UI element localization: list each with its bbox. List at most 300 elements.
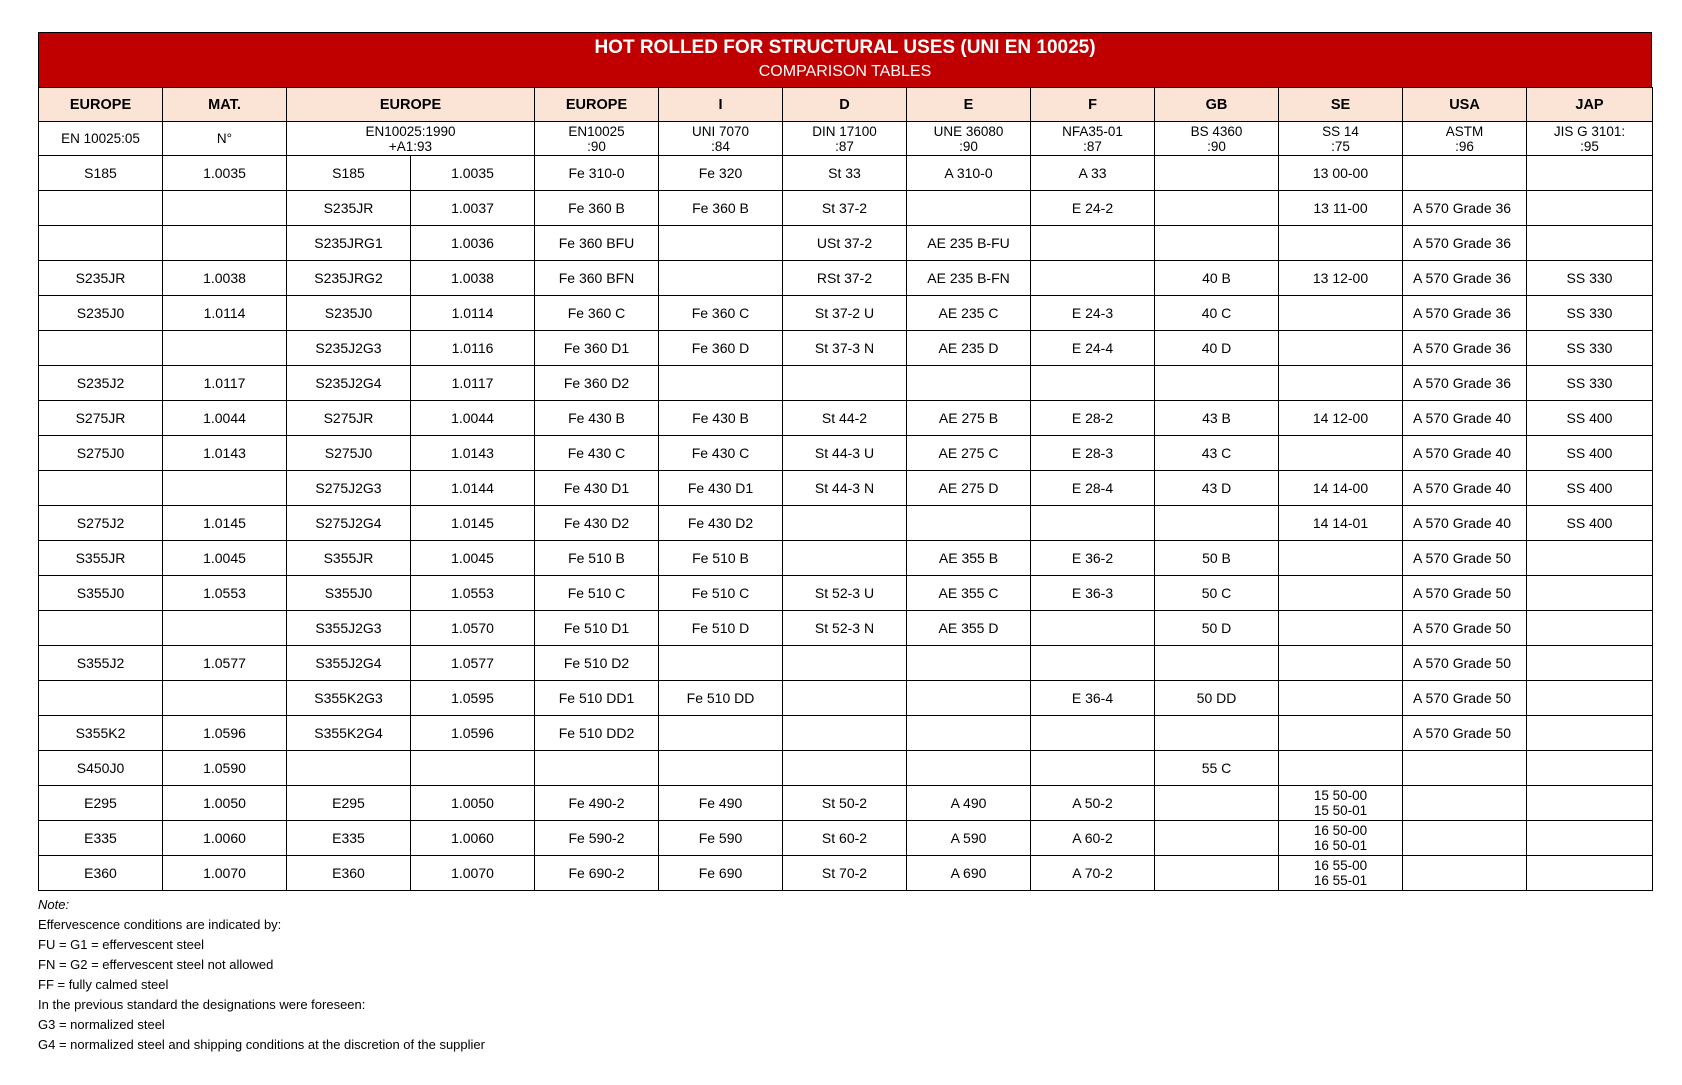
table-cell: 1.0044 bbox=[411, 401, 535, 436]
table-row bbox=[39, 401, 1653, 436]
table-cell: S275J0 bbox=[287, 436, 411, 471]
table-cell: AE 355 B bbox=[907, 541, 1031, 576]
table-cell bbox=[1279, 541, 1403, 576]
table-cell: 1.0596 bbox=[163, 716, 287, 751]
table-cell: Fe 590 bbox=[659, 821, 783, 856]
table-cell: S275J2G3 bbox=[287, 471, 411, 506]
table-cell: 1.0045 bbox=[411, 541, 535, 576]
table-cell: Fe 360 B bbox=[535, 191, 659, 226]
table-cell bbox=[1403, 751, 1527, 786]
table-cell: A 570 Grade 36 bbox=[1403, 226, 1527, 261]
table-cell bbox=[1527, 786, 1653, 821]
table-cell: E 24-4 bbox=[1031, 331, 1155, 366]
table-cell: Fe 510 DD bbox=[659, 681, 783, 716]
table-cell: E 24-3 bbox=[1031, 296, 1155, 331]
table-cell: Fe 510 D bbox=[659, 611, 783, 646]
standard-line: :90 bbox=[1207, 138, 1226, 154]
table-cell: S355J2G3 bbox=[287, 611, 411, 646]
table-cell: Fe 430 D2 bbox=[659, 506, 783, 541]
table-cell: SS 400 bbox=[1527, 436, 1653, 471]
table-cell: 1.0036 bbox=[411, 226, 535, 261]
table-cell: 50 C bbox=[1155, 576, 1279, 611]
table-cell: A 590 bbox=[907, 821, 1031, 856]
table-cell bbox=[1031, 716, 1155, 751]
table-cell: 1.0577 bbox=[163, 646, 287, 681]
table-cell bbox=[411, 751, 535, 786]
table-cell bbox=[1527, 576, 1653, 611]
table-cell: 1.0060 bbox=[163, 821, 287, 856]
standard-cell bbox=[287, 122, 535, 156]
table-cell: E295 bbox=[39, 786, 163, 821]
table-cell: 43 B bbox=[1155, 401, 1279, 436]
table-cell bbox=[1403, 821, 1527, 856]
table-cell: S275JR bbox=[39, 401, 163, 436]
table-cell bbox=[659, 646, 783, 681]
table-cell: A 690 bbox=[907, 856, 1031, 891]
table-cell: 14 14-01 bbox=[1279, 506, 1403, 541]
standard-line: BS 4360 bbox=[1190, 123, 1243, 139]
table-row bbox=[39, 821, 1653, 856]
table-cell bbox=[783, 541, 907, 576]
column-header: F bbox=[1031, 88, 1155, 122]
table-cell: Fe 430 D1 bbox=[535, 471, 659, 506]
cell-line: 16 50-01 bbox=[1313, 838, 1368, 853]
table-cell bbox=[1403, 786, 1527, 821]
table-cell: 1.0037 bbox=[411, 191, 535, 226]
table-cell: St 50-2 bbox=[783, 786, 907, 821]
table-cell bbox=[783, 366, 907, 401]
table-cell: S235JRG1 bbox=[287, 226, 411, 261]
table-cell bbox=[535, 751, 659, 786]
table-cell bbox=[1155, 821, 1279, 856]
table-cell bbox=[1279, 786, 1403, 821]
table-cell: Fe 590-2 bbox=[535, 821, 659, 856]
table-row bbox=[39, 471, 1653, 506]
table-cell: St 33 bbox=[783, 156, 907, 191]
table-cell bbox=[1279, 646, 1403, 681]
table-cell: 40 D bbox=[1155, 331, 1279, 366]
table-row bbox=[39, 576, 1653, 611]
table-cell: SS 330 bbox=[1527, 366, 1653, 401]
table-cell: 1.0114 bbox=[163, 296, 287, 331]
table-cell bbox=[1527, 716, 1653, 751]
table-cell: 50 D bbox=[1155, 611, 1279, 646]
table-cell: SS 330 bbox=[1527, 331, 1653, 366]
table-row bbox=[39, 646, 1653, 681]
table-cell: S355K2G4 bbox=[287, 716, 411, 751]
table-cell: SS 400 bbox=[1527, 506, 1653, 541]
table-cell: S275JR bbox=[287, 401, 411, 436]
table-cell: Fe 360 BFN bbox=[535, 261, 659, 296]
table-cell: 1.0145 bbox=[163, 506, 287, 541]
table-cell bbox=[39, 331, 163, 366]
table-cell: 1.0570 bbox=[411, 611, 535, 646]
note-line: FU = G1 = effervescent steel bbox=[38, 937, 204, 952]
table-cell: 50 DD bbox=[1155, 681, 1279, 716]
table-cell bbox=[163, 226, 287, 261]
table-cell: Fe 360 D2 bbox=[535, 366, 659, 401]
table-cell: 1.0143 bbox=[163, 436, 287, 471]
table-cell bbox=[1031, 646, 1155, 681]
table-cell bbox=[1279, 331, 1403, 366]
table-cell: Fe 430 C bbox=[659, 436, 783, 471]
table-row bbox=[39, 856, 1653, 891]
table-cell bbox=[1155, 366, 1279, 401]
note-line: FN = G2 = effervescent steel not allowed bbox=[38, 957, 274, 972]
comparison-table bbox=[38, 87, 1653, 891]
table-cell: 13 00-00 bbox=[1279, 156, 1403, 191]
table-cell: A 60-2 bbox=[1031, 821, 1155, 856]
standard-cell bbox=[1155, 122, 1279, 156]
table-cell: A 570 Grade 50 bbox=[1403, 541, 1527, 576]
table-cell bbox=[907, 751, 1031, 786]
table-cell bbox=[1031, 611, 1155, 646]
table-cell: AE 235 B-FN bbox=[907, 261, 1031, 296]
column-header: D bbox=[783, 88, 907, 122]
table-row bbox=[39, 226, 1653, 261]
table-cell bbox=[1279, 821, 1403, 856]
table-cell bbox=[783, 751, 907, 786]
table-cell: RSt 37-2 bbox=[783, 261, 907, 296]
table-cell: Fe 430 B bbox=[659, 401, 783, 436]
cell-line: 15 50-01 bbox=[1313, 803, 1368, 818]
table-cell: AE 235 B-FU bbox=[907, 226, 1031, 261]
standard-line: +A1:93 bbox=[388, 138, 433, 154]
table-cell: Fe 510 D2 bbox=[535, 646, 659, 681]
table-cell: 1.0114 bbox=[411, 296, 535, 331]
table-cell: 1.0145 bbox=[411, 506, 535, 541]
standard-line: :84 bbox=[711, 138, 730, 154]
table-cell: 43 C bbox=[1155, 436, 1279, 471]
column-header: EUROPE bbox=[287, 88, 535, 122]
table-cell: S355J0 bbox=[287, 576, 411, 611]
table-cell bbox=[1155, 191, 1279, 226]
table-cell: E335 bbox=[287, 821, 411, 856]
table-cell: A 570 Grade 50 bbox=[1403, 646, 1527, 681]
standard-row bbox=[39, 122, 1653, 156]
note-line: Effervescence conditions are indicated by: bbox=[38, 917, 282, 932]
standard-line: UNE 36080 bbox=[933, 123, 1004, 139]
table-cell: A 570 Grade 50 bbox=[1403, 576, 1527, 611]
table-cell: S235J2 bbox=[39, 366, 163, 401]
table-cell: St 44-2 bbox=[783, 401, 907, 436]
table-row bbox=[39, 261, 1653, 296]
table-cell: E 24-2 bbox=[1031, 191, 1155, 226]
table-cell: S275J0 bbox=[39, 436, 163, 471]
comparison-sheet bbox=[38, 32, 1652, 1055]
table-cell: Fe 360 C bbox=[535, 296, 659, 331]
table-cell: 1.0553 bbox=[411, 576, 535, 611]
table-cell: Fe 690 bbox=[659, 856, 783, 891]
table-cell: St 37-3 N bbox=[783, 331, 907, 366]
table-cell bbox=[39, 226, 163, 261]
column-header: EUROPE bbox=[39, 88, 163, 122]
standard-cell bbox=[659, 122, 783, 156]
table-cell bbox=[1155, 156, 1279, 191]
table-cell bbox=[1155, 716, 1279, 751]
standard-line: :96 bbox=[1455, 138, 1474, 154]
standard-line: JIS G 3101: bbox=[1553, 123, 1626, 139]
table-cell bbox=[1279, 576, 1403, 611]
table-cell: USt 37-2 bbox=[783, 226, 907, 261]
table-cell: S355K2G3 bbox=[287, 681, 411, 716]
table-cell bbox=[1031, 751, 1155, 786]
table-body bbox=[39, 88, 1653, 891]
header-row bbox=[39, 88, 1653, 122]
table-row bbox=[39, 156, 1653, 191]
title-banner bbox=[38, 32, 1652, 87]
table-cell: Fe 490-2 bbox=[535, 786, 659, 821]
table-cell: A 490 bbox=[907, 786, 1031, 821]
table-cell: E335 bbox=[39, 821, 163, 856]
table-cell bbox=[1155, 226, 1279, 261]
table-cell: Fe 320 bbox=[659, 156, 783, 191]
column-header: EUROPE bbox=[535, 88, 659, 122]
table-cell: 40 C bbox=[1155, 296, 1279, 331]
table-row bbox=[39, 716, 1653, 751]
standard-line: N° bbox=[216, 131, 233, 146]
table-cell: S235J0 bbox=[39, 296, 163, 331]
standard-line: ASTM bbox=[1445, 123, 1484, 139]
table-row bbox=[39, 541, 1653, 576]
table-cell: S275J2G4 bbox=[287, 506, 411, 541]
table-cell: 50 B bbox=[1155, 541, 1279, 576]
table-cell: SS 330 bbox=[1527, 261, 1653, 296]
table-cell: 1.0050 bbox=[411, 786, 535, 821]
table-cell: A 570 Grade 36 bbox=[1403, 191, 1527, 226]
table-cell: 55 C bbox=[1155, 751, 1279, 786]
table-cell: Fe 510 DD2 bbox=[535, 716, 659, 751]
table-cell: A 570 Grade 50 bbox=[1403, 611, 1527, 646]
table-cell: 1.0144 bbox=[411, 471, 535, 506]
table-cell: Fe 310-0 bbox=[535, 156, 659, 191]
table-cell bbox=[1031, 261, 1155, 296]
table-cell: 1.0143 bbox=[411, 436, 535, 471]
table-cell: A 570 Grade 36 bbox=[1403, 261, 1527, 296]
table-cell: E 28-3 bbox=[1031, 436, 1155, 471]
table-row bbox=[39, 296, 1653, 331]
table-cell bbox=[1279, 716, 1403, 751]
standard-line: EN 10025:05 bbox=[61, 131, 140, 146]
table-cell bbox=[1279, 856, 1403, 891]
table-cell: 13 12-00 bbox=[1279, 261, 1403, 296]
table-cell bbox=[1527, 156, 1653, 191]
table-cell: 14 12-00 bbox=[1279, 401, 1403, 436]
table-cell: Fe 510 C bbox=[535, 576, 659, 611]
table-cell: St 37-2 U bbox=[783, 296, 907, 331]
table-cell: Fe 430 D2 bbox=[535, 506, 659, 541]
table-cell: 43 D bbox=[1155, 471, 1279, 506]
table-cell bbox=[783, 716, 907, 751]
table-cell: E360 bbox=[287, 856, 411, 891]
table-cell: S235JR bbox=[39, 261, 163, 296]
table-cell bbox=[1031, 366, 1155, 401]
table-cell bbox=[659, 716, 783, 751]
standard-line: SS 14 bbox=[1322, 123, 1359, 139]
table-cell: AE 275 B bbox=[907, 401, 1031, 436]
table-cell bbox=[907, 646, 1031, 681]
table-cell: Fe 360 B bbox=[659, 191, 783, 226]
table-cell bbox=[1031, 226, 1155, 261]
table-cell: 1.0035 bbox=[163, 156, 287, 191]
table-cell: Fe 490 bbox=[659, 786, 783, 821]
table-cell: 13 11-00 bbox=[1279, 191, 1403, 226]
cell-line: 16 50-00 bbox=[1313, 823, 1368, 838]
standard-line: DIN 17100 bbox=[812, 123, 877, 139]
standard-cell bbox=[163, 122, 287, 156]
table-cell bbox=[1155, 856, 1279, 891]
table-cell: E295 bbox=[287, 786, 411, 821]
table-cell: A 50-2 bbox=[1031, 786, 1155, 821]
table-cell bbox=[783, 506, 907, 541]
table-cell: A 570 Grade 40 bbox=[1403, 506, 1527, 541]
note-line: In the previous standard the designations were foreseen: bbox=[38, 997, 366, 1012]
table-cell: AE 275 C bbox=[907, 436, 1031, 471]
table-cell bbox=[1527, 681, 1653, 716]
table-cell: S355J0 bbox=[39, 576, 163, 611]
table-cell bbox=[39, 681, 163, 716]
standard-cell bbox=[1279, 122, 1403, 156]
column-header: SE bbox=[1279, 88, 1403, 122]
table-cell: A 70-2 bbox=[1031, 856, 1155, 891]
table-cell: Fe 430 B bbox=[535, 401, 659, 436]
table-cell: S235J2G4 bbox=[287, 366, 411, 401]
table-cell: Fe 430 D1 bbox=[659, 471, 783, 506]
column-header: E bbox=[907, 88, 1031, 122]
table-cell: S235J0 bbox=[287, 296, 411, 331]
table-cell: Fe 510 DD1 bbox=[535, 681, 659, 716]
table-cell bbox=[1279, 751, 1403, 786]
column-header: I bbox=[659, 88, 783, 122]
table-cell: St 52-3 N bbox=[783, 611, 907, 646]
table-cell: A 570 Grade 50 bbox=[1403, 716, 1527, 751]
table-cell bbox=[287, 751, 411, 786]
standard-line: NFA35-01 bbox=[1062, 123, 1123, 139]
table-cell bbox=[1155, 646, 1279, 681]
table-cell bbox=[163, 611, 287, 646]
table-cell: Fe 430 C bbox=[535, 436, 659, 471]
standard-cell bbox=[535, 122, 659, 156]
table-cell: 1.0116 bbox=[411, 331, 535, 366]
table-cell: 1.0070 bbox=[411, 856, 535, 891]
standard-line: UNI 7070 bbox=[691, 123, 750, 139]
standard-cell bbox=[907, 122, 1031, 156]
table-cell bbox=[907, 191, 1031, 226]
table-cell: A 570 Grade 40 bbox=[1403, 401, 1527, 436]
table-cell: S235J2G3 bbox=[287, 331, 411, 366]
table-cell bbox=[1279, 366, 1403, 401]
table-cell bbox=[1527, 191, 1653, 226]
table-cell: SS 400 bbox=[1527, 401, 1653, 436]
table-cell: E 36-2 bbox=[1031, 541, 1155, 576]
standard-cell bbox=[1527, 122, 1653, 156]
table-cell bbox=[163, 471, 287, 506]
table-cell: S185 bbox=[287, 156, 411, 191]
standard-line: EN10025:1990 bbox=[365, 123, 456, 139]
table-row bbox=[39, 751, 1653, 786]
table-cell: St 44-3 U bbox=[783, 436, 907, 471]
table-cell bbox=[163, 191, 287, 226]
table-cell: 1.0045 bbox=[163, 541, 287, 576]
table-cell bbox=[1527, 611, 1653, 646]
table-cell bbox=[163, 331, 287, 366]
table-row bbox=[39, 611, 1653, 646]
table-cell bbox=[39, 611, 163, 646]
table-cell: S235JRG2 bbox=[287, 261, 411, 296]
table-cell: Fe 510 B bbox=[659, 541, 783, 576]
table-cell bbox=[907, 681, 1031, 716]
note-line: G3 = normalized steel bbox=[38, 1017, 165, 1032]
table-cell: E 36-4 bbox=[1031, 681, 1155, 716]
table-cell: 1.0050 bbox=[163, 786, 287, 821]
table-cell bbox=[1155, 506, 1279, 541]
standard-line: :87 bbox=[1083, 138, 1102, 154]
table-cell: E360 bbox=[39, 856, 163, 891]
table-cell: A 570 Grade 40 bbox=[1403, 436, 1527, 471]
table-cell: 1.0117 bbox=[163, 366, 287, 401]
table-cell: 1.0038 bbox=[163, 261, 287, 296]
table-cell bbox=[1527, 856, 1653, 891]
table-cell: E 28-2 bbox=[1031, 401, 1155, 436]
column-header: JAP bbox=[1527, 88, 1653, 122]
table-cell: AE 235 D bbox=[907, 331, 1031, 366]
table-row bbox=[39, 191, 1653, 226]
table-cell bbox=[1155, 786, 1279, 821]
note-line: FF = fully calmed steel bbox=[38, 977, 169, 992]
table-cell: 1.0044 bbox=[163, 401, 287, 436]
column-header: MAT. bbox=[163, 88, 287, 122]
table-cell: S355J2 bbox=[39, 646, 163, 681]
standard-line: :90 bbox=[587, 138, 606, 154]
table-cell: S355K2 bbox=[39, 716, 163, 751]
table-cell: St 60-2 bbox=[783, 821, 907, 856]
table-cell: 14 14-00 bbox=[1279, 471, 1403, 506]
table-cell bbox=[659, 261, 783, 296]
table-cell: 1.0035 bbox=[411, 156, 535, 191]
table-cell: E 36-3 bbox=[1031, 576, 1155, 611]
table-cell: E 28-4 bbox=[1031, 471, 1155, 506]
table-row bbox=[39, 506, 1653, 541]
table-cell: A 570 Grade 36 bbox=[1403, 331, 1527, 366]
table-cell: St 52-3 U bbox=[783, 576, 907, 611]
table-cell: S275J2 bbox=[39, 506, 163, 541]
page-subtitle: COMPARISON TABLES bbox=[758, 63, 932, 80]
table-cell: SS 400 bbox=[1527, 471, 1653, 506]
cell-line: 16 55-00 bbox=[1313, 858, 1368, 873]
table-cell: A 310-0 bbox=[907, 156, 1031, 191]
table-cell bbox=[1279, 296, 1403, 331]
table-cell: St 37-2 bbox=[783, 191, 907, 226]
table-cell bbox=[783, 681, 907, 716]
table-cell bbox=[1527, 541, 1653, 576]
table-row bbox=[39, 681, 1653, 716]
table-cell: 1.0070 bbox=[163, 856, 287, 891]
standard-line: :90 bbox=[959, 138, 978, 154]
table-cell bbox=[783, 646, 907, 681]
table-row bbox=[39, 786, 1653, 821]
table-cell: 1.0038 bbox=[411, 261, 535, 296]
table-cell: Fe 690-2 bbox=[535, 856, 659, 891]
table-cell: AE 355 C bbox=[907, 576, 1031, 611]
notes-section bbox=[38, 895, 1652, 1055]
table-cell: AE 275 D bbox=[907, 471, 1031, 506]
table-cell bbox=[659, 366, 783, 401]
table-cell: 1.0117 bbox=[411, 366, 535, 401]
table-cell bbox=[1279, 226, 1403, 261]
table-cell bbox=[1279, 681, 1403, 716]
page-title: HOT ROLLED FOR STRUCTURAL USES (UNI EN 10025) bbox=[594, 37, 1096, 58]
table-cell: Fe 510 D1 bbox=[535, 611, 659, 646]
